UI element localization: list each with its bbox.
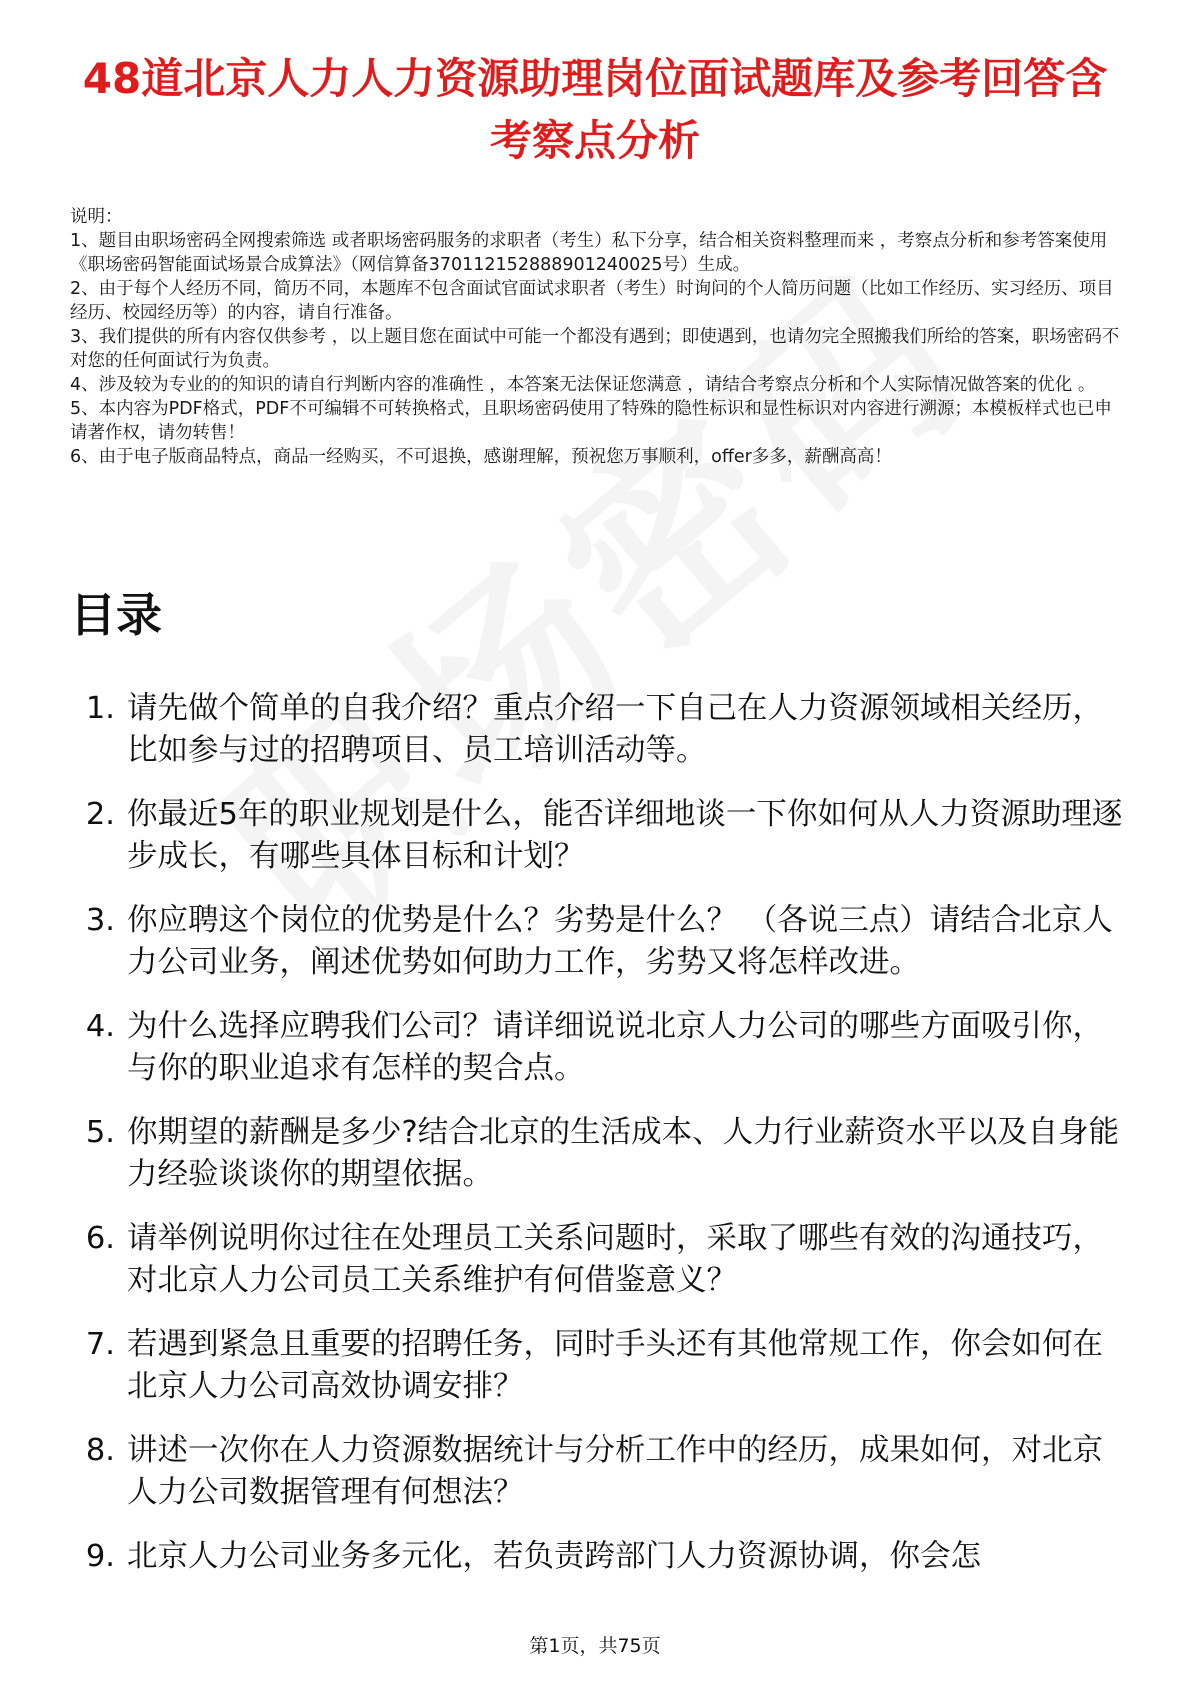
toc-item-number: 6.	[85, 1221, 115, 1256]
note-item: 5、本内容为PDF格式，PDF不可编辑不可转换格式，且职场密码使用了特殊的隐性标识和显性标识对内容进行溯源；本模板样式也已申请著作权，请勿转售！	[70, 399, 1112, 443]
note-item: 3、我们提供的所有内容仅供参考 ，以上题目您在面试中可能一个都没有遇到；即使遇到，也请勿完全照搬我们所给的答案，职场密码不对您的任何面试行为负责。	[70, 327, 1120, 371]
toc-item[interactable]	[70, 794, 1130, 878]
toc-item-number: 4.	[85, 1009, 115, 1044]
toc-item-number: 1.	[85, 691, 115, 726]
notes-heading: 说明：	[70, 207, 123, 227]
page-title: 48道北京人力人力资源助理岗位面试题库及参考回答含考察点分析	[82, 54, 1108, 165]
toc-item-text: 若遇到紧急且重要的招聘任务，同时手头还有其他常规工作，你会如何在北京人力公司高效协调安排？	[127, 1327, 1103, 1404]
toc-heading: 目录	[70, 588, 162, 642]
toc-item-text: 讲述一次你在人力资源数据统计与分析工作中的经历，成果如何，对北京人力公司数据管理有何想法？	[127, 1433, 1103, 1510]
note-item: 4、涉及较为专业的的知识的请自行判断内容的准确性 ，本答案无法保证您满意 ，请结合考察点分析和个人实际情况做答案的优化 。	[70, 375, 1096, 395]
toc-item-text: 请举例说明你过往在处理员工关系问题时，采取了哪些有效的沟通技巧，对北京人力公司员工关系维护有何借鉴意义？	[127, 1221, 1103, 1298]
note-item: 6、由于电子版商品特点，商品一经购买，不可退换，感谢理解，预祝您万事顺利，offer多多，薪酬高高！	[70, 447, 892, 467]
notes-block	[70, 205, 1120, 469]
toc-item[interactable]	[70, 1536, 1130, 1578]
toc-item-text: 你应聘这个岗位的优势是什么？劣势是什么？ （各说三点）请结合北京人力公司业务，阐述优势如何助力工作，劣势又将怎样改进。	[127, 903, 1113, 980]
toc-item[interactable]	[70, 688, 1130, 772]
toc-item-text: 你期望的薪酬是多少?结合北京的生活成本、人力行业薪资水平以及自身能力经验谈谈你的期望依据。	[127, 1115, 1120, 1192]
note-item: 2、由于每个人经历不同，简历不同，本题库不包含面试官面试求职者（考生）时询问的个人简历问题（比如工作经历、实习经历、项目经历、校园经历等）的内容，请自行准备。	[70, 279, 1114, 323]
toc-item-number: 7.	[85, 1327, 115, 1362]
toc-item-number: 2.	[85, 797, 115, 832]
toc-item-text: 请先做个简单的自我介绍？重点介绍一下自己在人力资源领域相关经历，比如参与过的招聘项目、员工培训活动等。	[127, 691, 1103, 768]
toc-item-number: 8.	[85, 1433, 115, 1468]
toc-item[interactable]	[70, 900, 1130, 984]
toc-item[interactable]	[70, 1112, 1130, 1196]
toc-item-number: 9.	[85, 1539, 115, 1574]
toc-item-number: 5.	[85, 1115, 115, 1150]
note-item: 1、题目由职场密码全网搜索筛选 或者职场密码服务的求职者（考生）私下分享，结合相关资料整理而来 ，考察点分析和参考答案使用《职场密码智能面试场景合成算法》（网信算备370112152888901240025号）生成。	[70, 231, 1108, 275]
toc-item[interactable]	[70, 1430, 1130, 1514]
toc-item-number: 3.	[85, 903, 115, 938]
toc-item[interactable]	[70, 1218, 1130, 1302]
toc-item-text: 为什么选择应聘我们公司？请详细说说北京人力公司的哪些方面吸引你，与你的职业追求有怎样的契合点。	[127, 1009, 1103, 1086]
toc-item[interactable]	[70, 1006, 1130, 1090]
page-footer: 第1页，共75页	[529, 1635, 661, 1657]
toc-item-text: 你最近5年的职业规划是什么，能否详细地谈一下你如何从人力资源助理逐步成长，有哪些具体目标和计划？	[127, 797, 1123, 874]
toc-item-text: 北京人力公司业务多元化，若负责跨部门人力资源协调，你会怎	[127, 1539, 981, 1574]
toc-list	[70, 688, 1130, 1600]
toc-item[interactable]	[70, 1324, 1130, 1408]
